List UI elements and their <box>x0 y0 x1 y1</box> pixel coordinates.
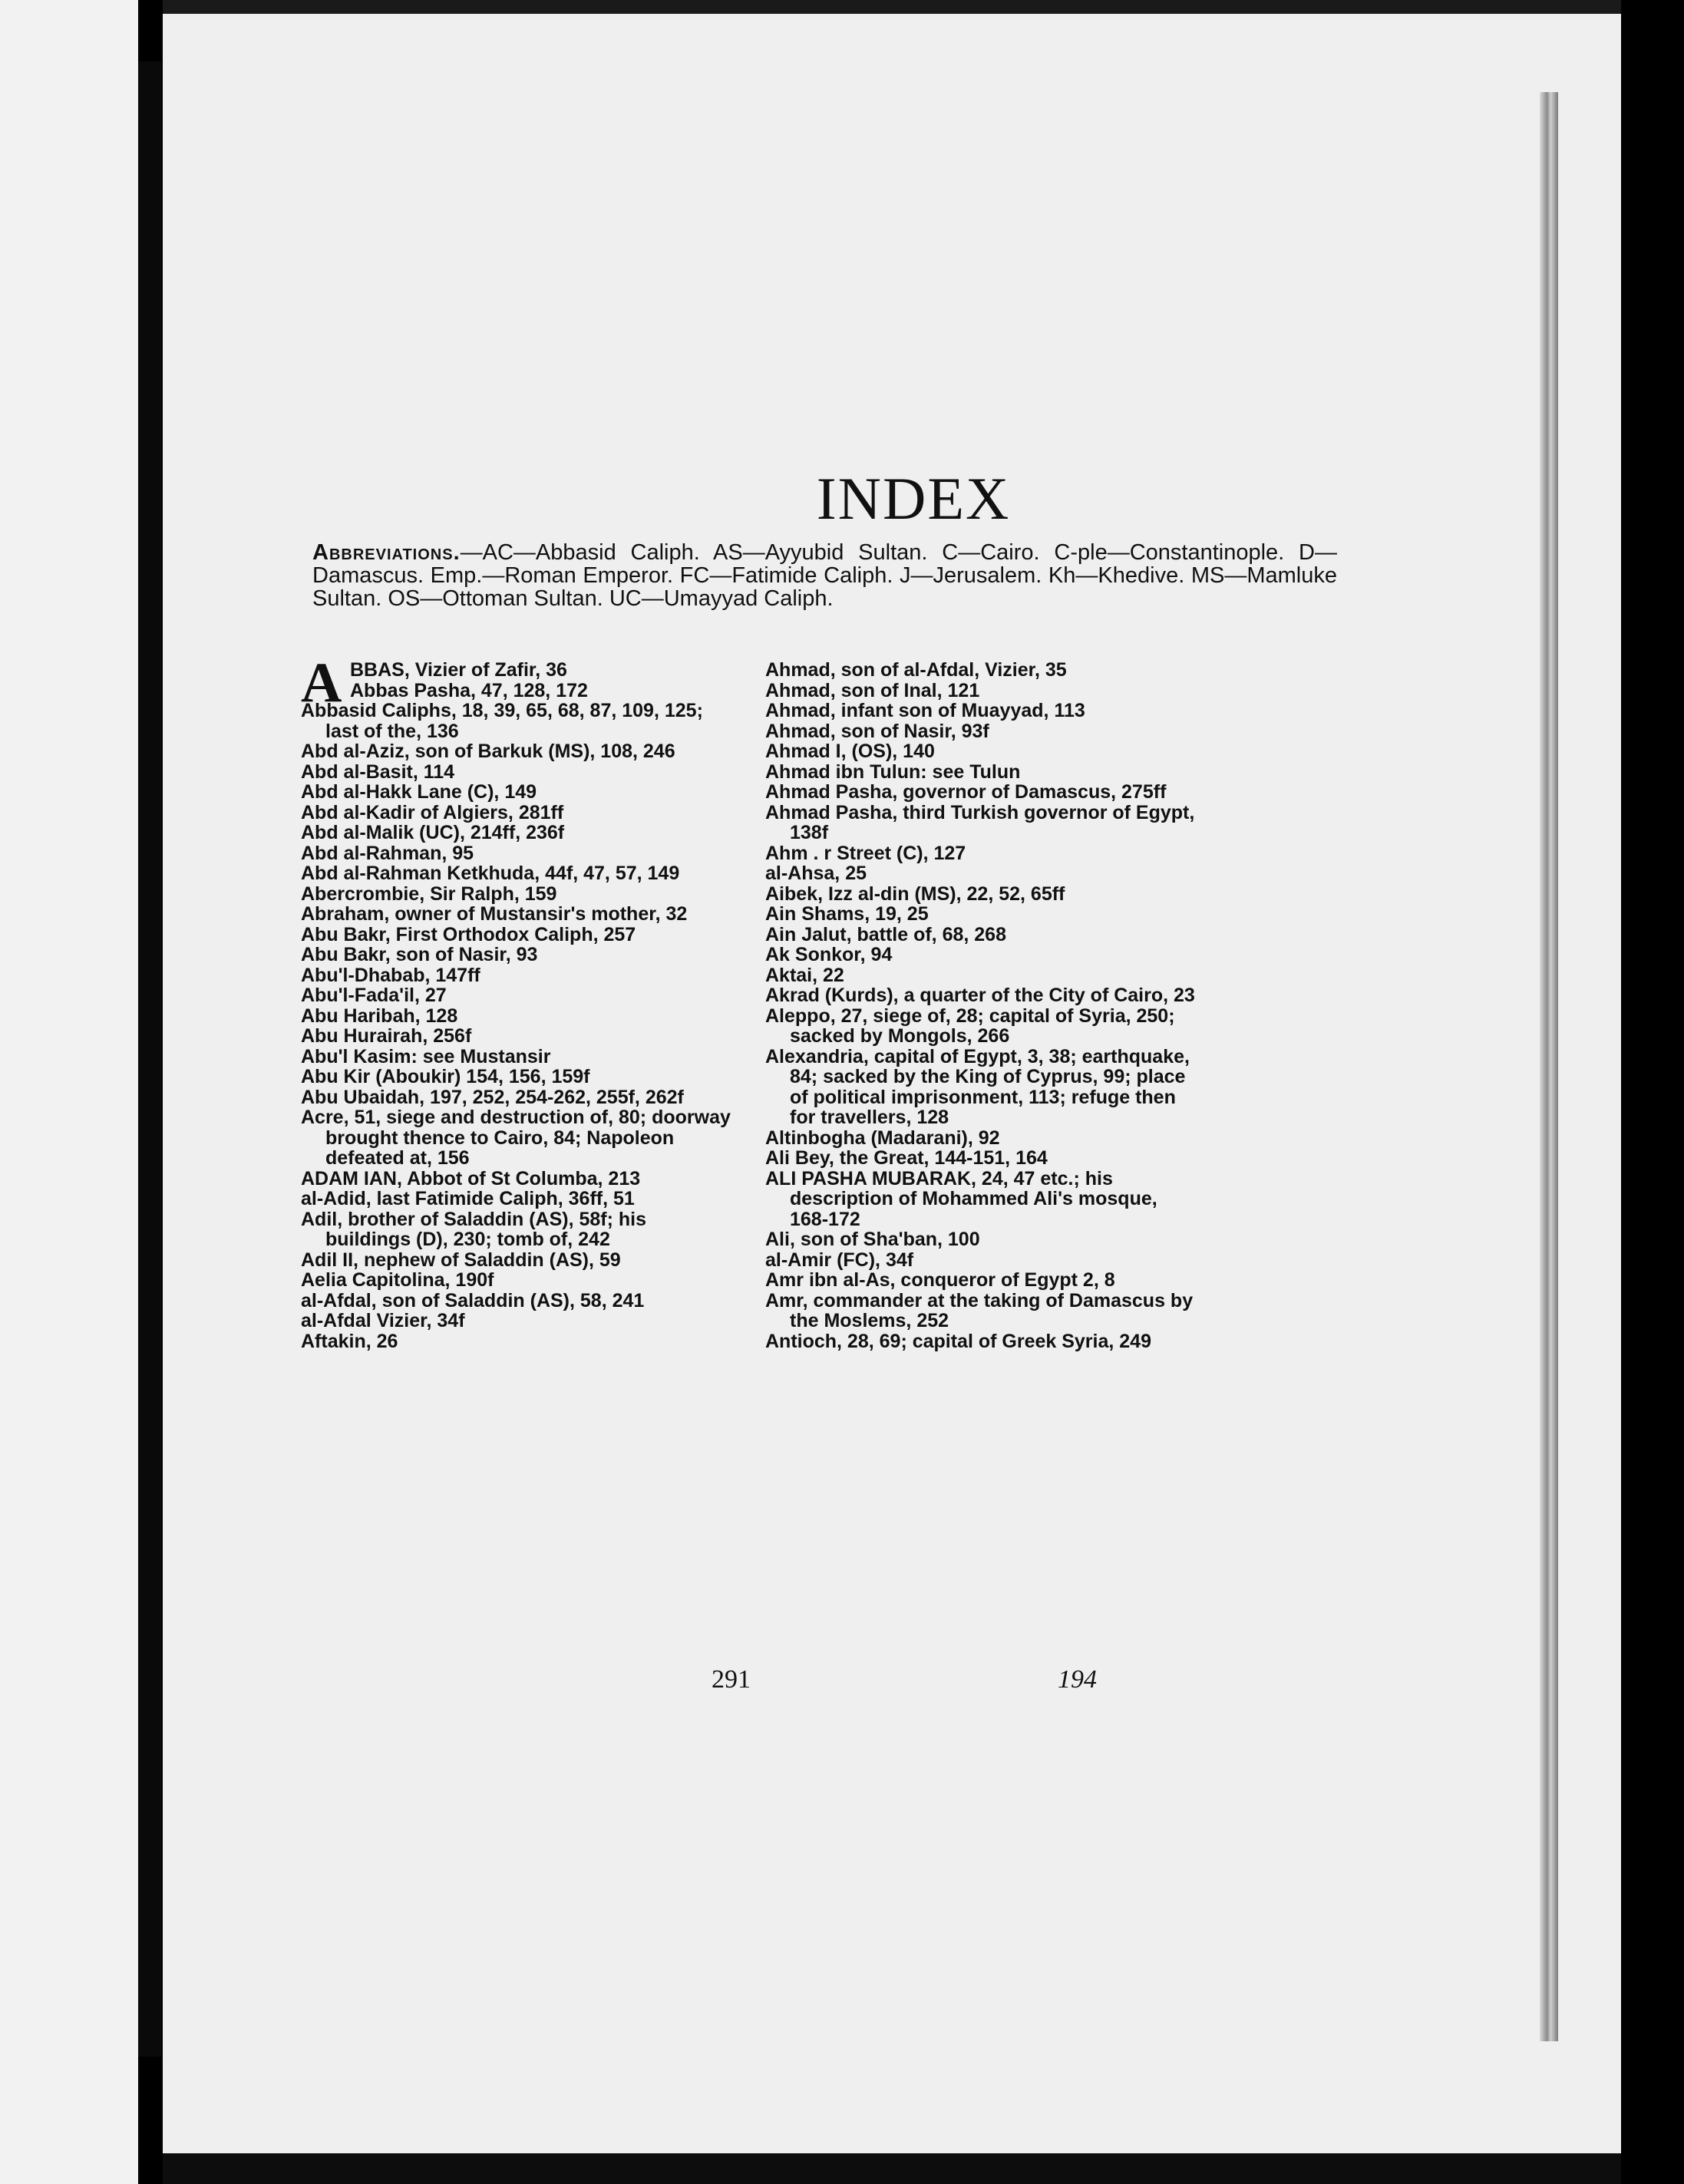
index-entry: Ak Sonkor, 94 <box>765 944 893 965</box>
index-entry: al-Afdal Vizier, 34f <box>301 1310 465 1331</box>
index-entry: Abu'l Kasim: see Mustansir <box>301 1045 551 1067</box>
index-entry: al-Ahsa, 25 <box>765 863 867 884</box>
index-entry: Abu'l-Fada'il, 27 <box>301 985 447 1006</box>
index-entry: Acre, 51, siege and destruction of, 80; doorway brought thence to Cairo, 84; Napoleon defeated at, 156 <box>301 1107 731 1169</box>
index-column-right <box>765 660 1195 1351</box>
abbreviations-label: Abbreviations. <box>312 540 461 565</box>
index-entry: Aktai, 22 <box>765 964 844 986</box>
index-entry: Ahmad Pasha, third Turkish governor of Egypt, 138f <box>765 801 1195 843</box>
index-entry: Abu'l-Dhabab, 147ff <box>301 964 480 986</box>
index-entry: Ahm . r Street (C), 127 <box>765 842 966 864</box>
abbreviations-text: —AC—Abbasid Caliph. AS—Ayyubid Sultan. C—Cairo. C-ple—Constantinople. D—Damascus. Emp.—Roman Emperor. FC—Fatimide Caliph. J—Jerusalem. Kh—Khedive. MS—Mamluke Sultan. OS—Ottoman Sultan. UC—Umayyad Caliph. <box>312 540 1337 611</box>
index-entry: Abercrombie, Sir Ralph, 159 <box>301 883 557 905</box>
index-entry: Amr ibn al-As, conqueror of Egypt 2, 8 <box>765 1269 1115 1291</box>
page-title: INDEX <box>816 465 1011 532</box>
index-entry: Abraham, owner of Mustansir's mother, 32 <box>301 903 688 925</box>
book-page <box>163 0 1621 2184</box>
index-entry: Abu Bakr, son of Nasir, 93 <box>301 944 538 965</box>
index-entry: al-Adid, last Fatimide Caliph, 36ff, 51 <box>301 1188 635 1209</box>
index-entry: Aftakin, 26 <box>301 1330 398 1352</box>
dropcap-letter: A <box>301 652 342 714</box>
index-entry: Antioch, 28, 69; capital of Greek Syria, 249 <box>765 1330 1151 1352</box>
index-entry: Ain Shams, 19, 25 <box>765 903 929 925</box>
index-entry: Ahmad, son of Nasir, 93f <box>765 720 989 742</box>
index-entry: Amr, commander at the taking of Damascus by the Moslems, 252 <box>765 1289 1194 1331</box>
film-frame-number: 194 <box>1058 1665 1097 1694</box>
index-entry: Abu Haribah, 128 <box>301 1005 458 1027</box>
index-column-left <box>301 652 731 1352</box>
index-entry: Aelia Capitolina, 190f <box>301 1269 494 1291</box>
index-entry: Altinbogha (Madarani), 92 <box>765 1127 1000 1149</box>
page-top-shadow <box>163 0 1621 14</box>
index-entry: Ahmad I, (OS), 140 <box>765 741 935 762</box>
index-entry: Adil, brother of Saladdin (AS), 58f; his buildings (D), 230; tomb of, 242 <box>301 1208 647 1250</box>
index-entry: Abbas Pasha, 47, 128, 172 <box>350 679 588 701</box>
index-entry: Ali, son of Sha'ban, 100 <box>765 1229 980 1250</box>
film-margin <box>0 0 138 2184</box>
index-entry: al-Afdal, son of Saladdin (AS), 58, 241 <box>301 1289 645 1311</box>
index-entry: Adil II, nephew of Saladdin (AS), 59 <box>301 1249 621 1271</box>
book-spine <box>138 61 161 2057</box>
index-entry: Ahmad, infant son of Muayyad, 113 <box>765 700 1085 721</box>
index-entry: Ali Bey, the Great, 144-151, 164 <box>765 1147 1048 1169</box>
index-entry: Ahmad, son of Inal, 121 <box>765 679 980 701</box>
index-entry: Aibek, Izz al-din (MS), 22, 52, 65ff <box>765 883 1065 905</box>
index-entry: Abd al-Malik (UC), 214ff, 236f <box>301 822 565 843</box>
index-entry: Abd al-Aziz, son of Barkuk (MS), 108, 246 <box>301 741 675 762</box>
index-entry: Alexandria, capital of Egypt, 3, 38; earthquake, 84; sacked by the King of Cyprus, 99; place of political imprisonment, 113; refuge then for travellers, 128 <box>765 1045 1190 1128</box>
index-entry: Abu Hurairah, 256f <box>301 1025 472 1047</box>
index-entry: Abd al-Kadir of Algiers, 281ff <box>301 801 564 823</box>
abbreviations-paragraph <box>312 541 1337 610</box>
page-number: 291 <box>712 1665 751 1694</box>
index-entry: Akrad (Kurds), a quarter of the City of Cairo, 23 <box>765 985 1195 1006</box>
index-entry: Abd al-Rahman Ketkhuda, 44f, 47, 57, 149 <box>301 863 680 884</box>
index-entry: Abd al-Hakk Lane (C), 149 <box>301 781 537 803</box>
index-entry: Abd al-Basit, 114 <box>301 760 455 783</box>
index-entry: ADAM IAN, Abbot of St Columba, 213 <box>301 1167 641 1189</box>
index-entry: Abu Ubaidah, 197, 252, 254-262, 255f, 262f <box>301 1086 684 1108</box>
index-entry: ALI PASHA MUBARAK, 24, 47 etc.; his description of Mohammed Ali's mosque, 168-172 <box>765 1167 1157 1230</box>
index-entry: BBAS, Vizier of Zafir, 36 <box>350 659 567 681</box>
index-entry: Abbasid Caliphs, 18, 39, 65, 68, 87, 109, 125; last of the, 136 <box>301 700 703 742</box>
index-entry: Ahmad, son of al-Afdal, Vizier, 35 <box>765 659 1067 681</box>
index-entry: Ain Jalut, battle of, 68, 268 <box>765 923 1006 945</box>
index-entry: Ahmad Pasha, governor of Damascus, 275ff <box>765 781 1167 803</box>
index-entry: Abu Kir (Aboukir) 154, 156, 159f <box>301 1066 590 1087</box>
index-entry: Abu Bakr, First Orthodox Caliph, 257 <box>301 923 636 945</box>
index-entry: Ahmad ibn Tulun: see Tulun <box>765 760 1021 783</box>
dropcap-block <box>301 652 731 714</box>
index-entry: al-Amir (FC), 34f <box>765 1249 914 1271</box>
index-entry: Aleppo, 27, siege of, 28; capital of Syria, 250; sacked by Mongols, 266 <box>765 1005 1175 1047</box>
index-entry: Abd al-Rahman, 95 <box>301 842 474 864</box>
page-edge <box>1540 92 1558 2041</box>
page-bottom-shadow <box>163 2153 1621 2184</box>
